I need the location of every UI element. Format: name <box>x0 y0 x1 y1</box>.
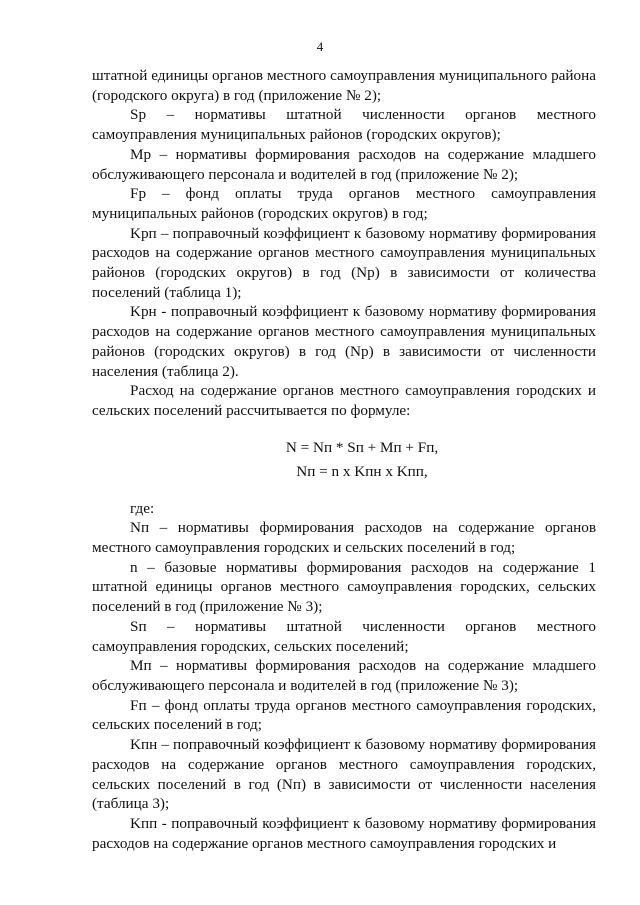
paragraph: Kрп – поправочный коэффициент к базовому нормативу формирования расходов на содержание органов местного самоуправления муниципальных районов (городских округов) в год (Nр) в зависимости от количества поселений (таблица 1); <box>92 224 596 301</box>
paragraph: n – базовые нормативы формирования расходов на содержание 1 штатной единицы органов местного самоуправления городских, сельских поселений в год (приложение № 3); <box>92 558 596 616</box>
paragraph: Fп – фонд оплаты труда органов местного самоуправления городских, сельских поселений в год; <box>92 696 596 734</box>
formula-main: N = Nп * Sп + Mп + Fп, <box>285 438 439 456</box>
paragraph: Fр – фонд оплаты труда органов местного самоуправления муниципальных районов (городских округов) в год; <box>92 185 596 222</box>
spacer <box>92 482 596 499</box>
paragraph: Расход на содержание органов местного самоуправления городских и сельских поселений рассчитывается по формуле: <box>92 382 596 419</box>
paragraph: Kпн – поправочный коэффициент к базовому нормативу формирования расходов на содержание органов местного самоуправления городских, сельских поселений в год (Nп) в зависимости от численности населения (таблица 3); <box>92 736 596 813</box>
formula-block <box>92 438 596 482</box>
paragraph: Mр – нормативы формирования расходов на содержание младшего обслуживающего персонала и водителей в год (приложение № 2); <box>92 145 596 183</box>
paragraph: где: <box>130 499 155 517</box>
paragraph: Kпп - поправочный коэффициент к базовому нормативу формирования расходов на содержание органов местного самоуправления городских и <box>92 814 596 852</box>
paragraph: Mп – нормативы формирования расходов на содержание младшего обслуживающего персонала и водителей в год (приложение № 3); <box>92 657 596 694</box>
paragraph: Sр – нормативы штатной численности органов местного самоуправления муниципальных районов (городских округов); <box>92 106 596 144</box>
paragraph: Sп – нормативы штатной численности органов местного самоуправления городских, сельских поселений; <box>92 617 596 655</box>
paragraphs-after-formula <box>92 499 596 854</box>
paragraph: штатной единицы органов местного самоуправления муниципального района (городского округа) в год (приложение № 2); <box>92 67 596 104</box>
formula-np: Nп = n х Kпн х Kпп, <box>296 462 428 480</box>
body-text <box>92 66 596 853</box>
paragraphs-before-formula <box>92 66 596 421</box>
spacer <box>92 421 596 438</box>
paragraph: Nп – нормативы формирования расходов на содержание органов местного самоуправления городских и сельских поселений в год; <box>92 519 596 557</box>
page-number: 4 <box>316 39 324 54</box>
paragraph: Kрн - поправочный коэффициент к базовому нормативу формирования расходов на содержание органов местного самоуправления муниципальных районов (городских округов) в год (Nр) в зависимости от численности населения (таблица 2). <box>92 303 596 380</box>
